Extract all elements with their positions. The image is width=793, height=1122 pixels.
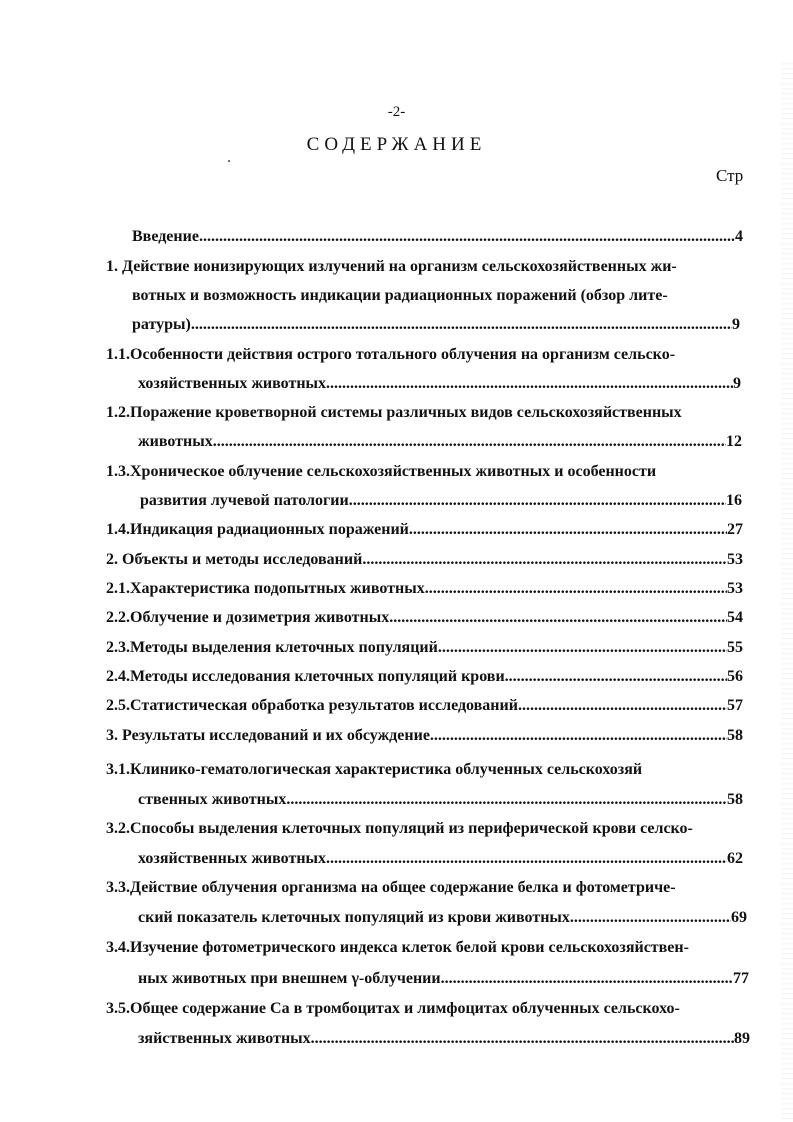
toc-entry-text: 3.4.Изучение фотометрического индекса клеток белой крови сельскохозяйствен- [106, 939, 689, 956]
toc-leader-dots [505, 664, 727, 690]
toc-entry-text: 3.1.Клинико-гематологическая характеристика облученных сельскохозяй [106, 761, 643, 778]
toc-entry [106, 254, 746, 280]
toc-entry-page: 69 [731, 909, 747, 926]
toc-entry [106, 723, 743, 749]
toc-leader-dots [199, 224, 735, 250]
toc-leader-dots [430, 723, 727, 749]
toc-entry-text: 1.2.Поражение кроветворной системы различных видов сельскохозяйственных [106, 404, 682, 421]
toc-entry-page: 58 [727, 727, 743, 744]
toc-entry-text: 3.2.Способы выделения клеточных популяций из периферической крови селско- [106, 820, 693, 837]
toc-leader-dots [518, 693, 727, 719]
toc-leader-dots [409, 517, 727, 543]
toc-entry-continuation [138, 371, 741, 397]
toc-leader-dots [286, 787, 727, 813]
toc-entry [106, 517, 743, 543]
toc-entry-text: 3. Результаты исследований и их обсуждение [106, 727, 430, 744]
toc-entry-text: вотных и возможность индикации радиационных поражений (обзор лите- [132, 287, 668, 304]
toc-entry-text: 1.1.Особенности действия острого тотального облучения на организм сельско- [106, 346, 676, 363]
toc-entry-page: 53 [727, 580, 743, 597]
toc-entry-continuation [132, 312, 740, 338]
toc-entry [106, 605, 743, 631]
toc-entry-text: 2.3.Методы выделения клеточных популяций [106, 639, 438, 656]
toc-entry [106, 996, 746, 1022]
toc-entry-page: 56 [727, 668, 743, 685]
toc-entry-continuation [138, 787, 743, 813]
toc-entry-text: 3.3.Действие облучения организма на общее содержание белка и фотометриче- [106, 879, 676, 896]
toc-entry-text: Введение [132, 228, 199, 245]
toc-entry-page: 4 [735, 228, 743, 245]
toc-entry-text: ский показатель клеточных популяций из крови животных [138, 909, 570, 926]
toc-leader-dots [191, 312, 732, 338]
toc-entry-page: 9 [732, 316, 740, 333]
toc-entry-page: 57 [727, 697, 743, 714]
toc-leader-dots [362, 547, 727, 573]
page-title: СОДЕРЖАНИЕ [306, 134, 487, 155]
toc-entry-page: 55 [727, 639, 743, 656]
toc-entry [106, 664, 743, 690]
toc-entry-page: 62 [727, 850, 743, 867]
scan-edge-shadow [781, 60, 793, 1122]
toc-entry-text: 2.1.Характеристика подопытных животных [106, 580, 425, 597]
toc-entry-continuation [132, 283, 732, 309]
toc-entry-page: 77 [733, 970, 749, 987]
toc-entry [106, 342, 746, 368]
toc-entry [106, 816, 746, 842]
toc-entry-page: 58 [727, 791, 743, 808]
toc-entry-text: животных [138, 433, 213, 450]
toc-entry-text: хозяйственных животных [138, 850, 327, 867]
toc-entry-page: 9 [733, 375, 741, 392]
toc-entry [106, 693, 743, 719]
toc-entry-continuation [138, 1026, 750, 1052]
toc-leader-dots [438, 635, 727, 661]
toc-entry-text: 2.2.Облучение и дозиметрия животных [106, 609, 390, 626]
toc-entry-text: 3.5.Общее содержание Са в тромбоцитах и лимфоцитах облученных сельскохо- [106, 1000, 680, 1017]
toc-leader-dots [425, 576, 727, 602]
toc-entry-text: 2. Объекты и методы исследований [106, 551, 363, 568]
toc-entry-text: развития лучевой патологии [140, 492, 349, 509]
toc-entry-continuation [138, 966, 749, 992]
toc-entry-continuation [138, 429, 742, 455]
toc-leader-dots [570, 905, 731, 931]
toc-entry-page: 89 [734, 1030, 750, 1047]
toc-entry [106, 547, 743, 573]
toc-entry-continuation [140, 488, 742, 514]
toc-entry-text: зяйственных животных [138, 1030, 311, 1047]
toc-leader-dots [326, 371, 733, 397]
toc-leader-dots [311, 1026, 734, 1052]
toc-entry-text: 2.4.Методы исследования клеточных популяций крови [106, 668, 505, 685]
toc-leader-dots [213, 429, 726, 455]
toc-entry-page: 54 [727, 609, 743, 626]
toc-entry [106, 400, 746, 426]
toc-entry [106, 875, 746, 901]
toc-entry-text: ственных животных [138, 791, 287, 808]
toc-entry-text: 2.5.Статистическая обработка результатов исследований [106, 697, 518, 714]
toc-leader-dots [326, 846, 727, 872]
toc-entry [106, 576, 743, 602]
toc-entry-continuation [138, 905, 747, 931]
toc-entry-text: ных животных при внешнем γ-облучении [138, 970, 441, 987]
toc-entry [106, 935, 746, 961]
page-number: -2- [387, 104, 406, 120]
toc-leader-dots [389, 605, 727, 631]
toc-entry [132, 224, 743, 250]
toc-entry [106, 459, 746, 485]
toc-entry-continuation [138, 846, 743, 872]
toc-entry [106, 757, 746, 783]
toc-entry-page: 16 [726, 492, 742, 509]
toc-leader-dots [441, 966, 733, 992]
toc-entry-text: хозяйственных животных [138, 375, 327, 392]
toc-entry-text: 1.3.Хроническое облучение сельскохозяйственных животных и особенности [106, 463, 657, 480]
toc-entry [106, 635, 743, 661]
toc-entry-text: 1.4.Индикация радиационных поражений [106, 521, 409, 538]
toc-entry-page: 12 [726, 433, 742, 450]
toc-entry-page: 53 [727, 551, 743, 568]
toc-entry-text: 1. Действие ионизирующих излучений на организм сельскохозяйственных жи- [106, 258, 677, 275]
scan-speck [228, 160, 230, 162]
toc-leader-dots [349, 488, 726, 514]
page-column-header: Стр [716, 166, 744, 185]
toc-entry-page: 27 [727, 521, 743, 538]
toc-entry-text: ратуры) [132, 316, 191, 333]
